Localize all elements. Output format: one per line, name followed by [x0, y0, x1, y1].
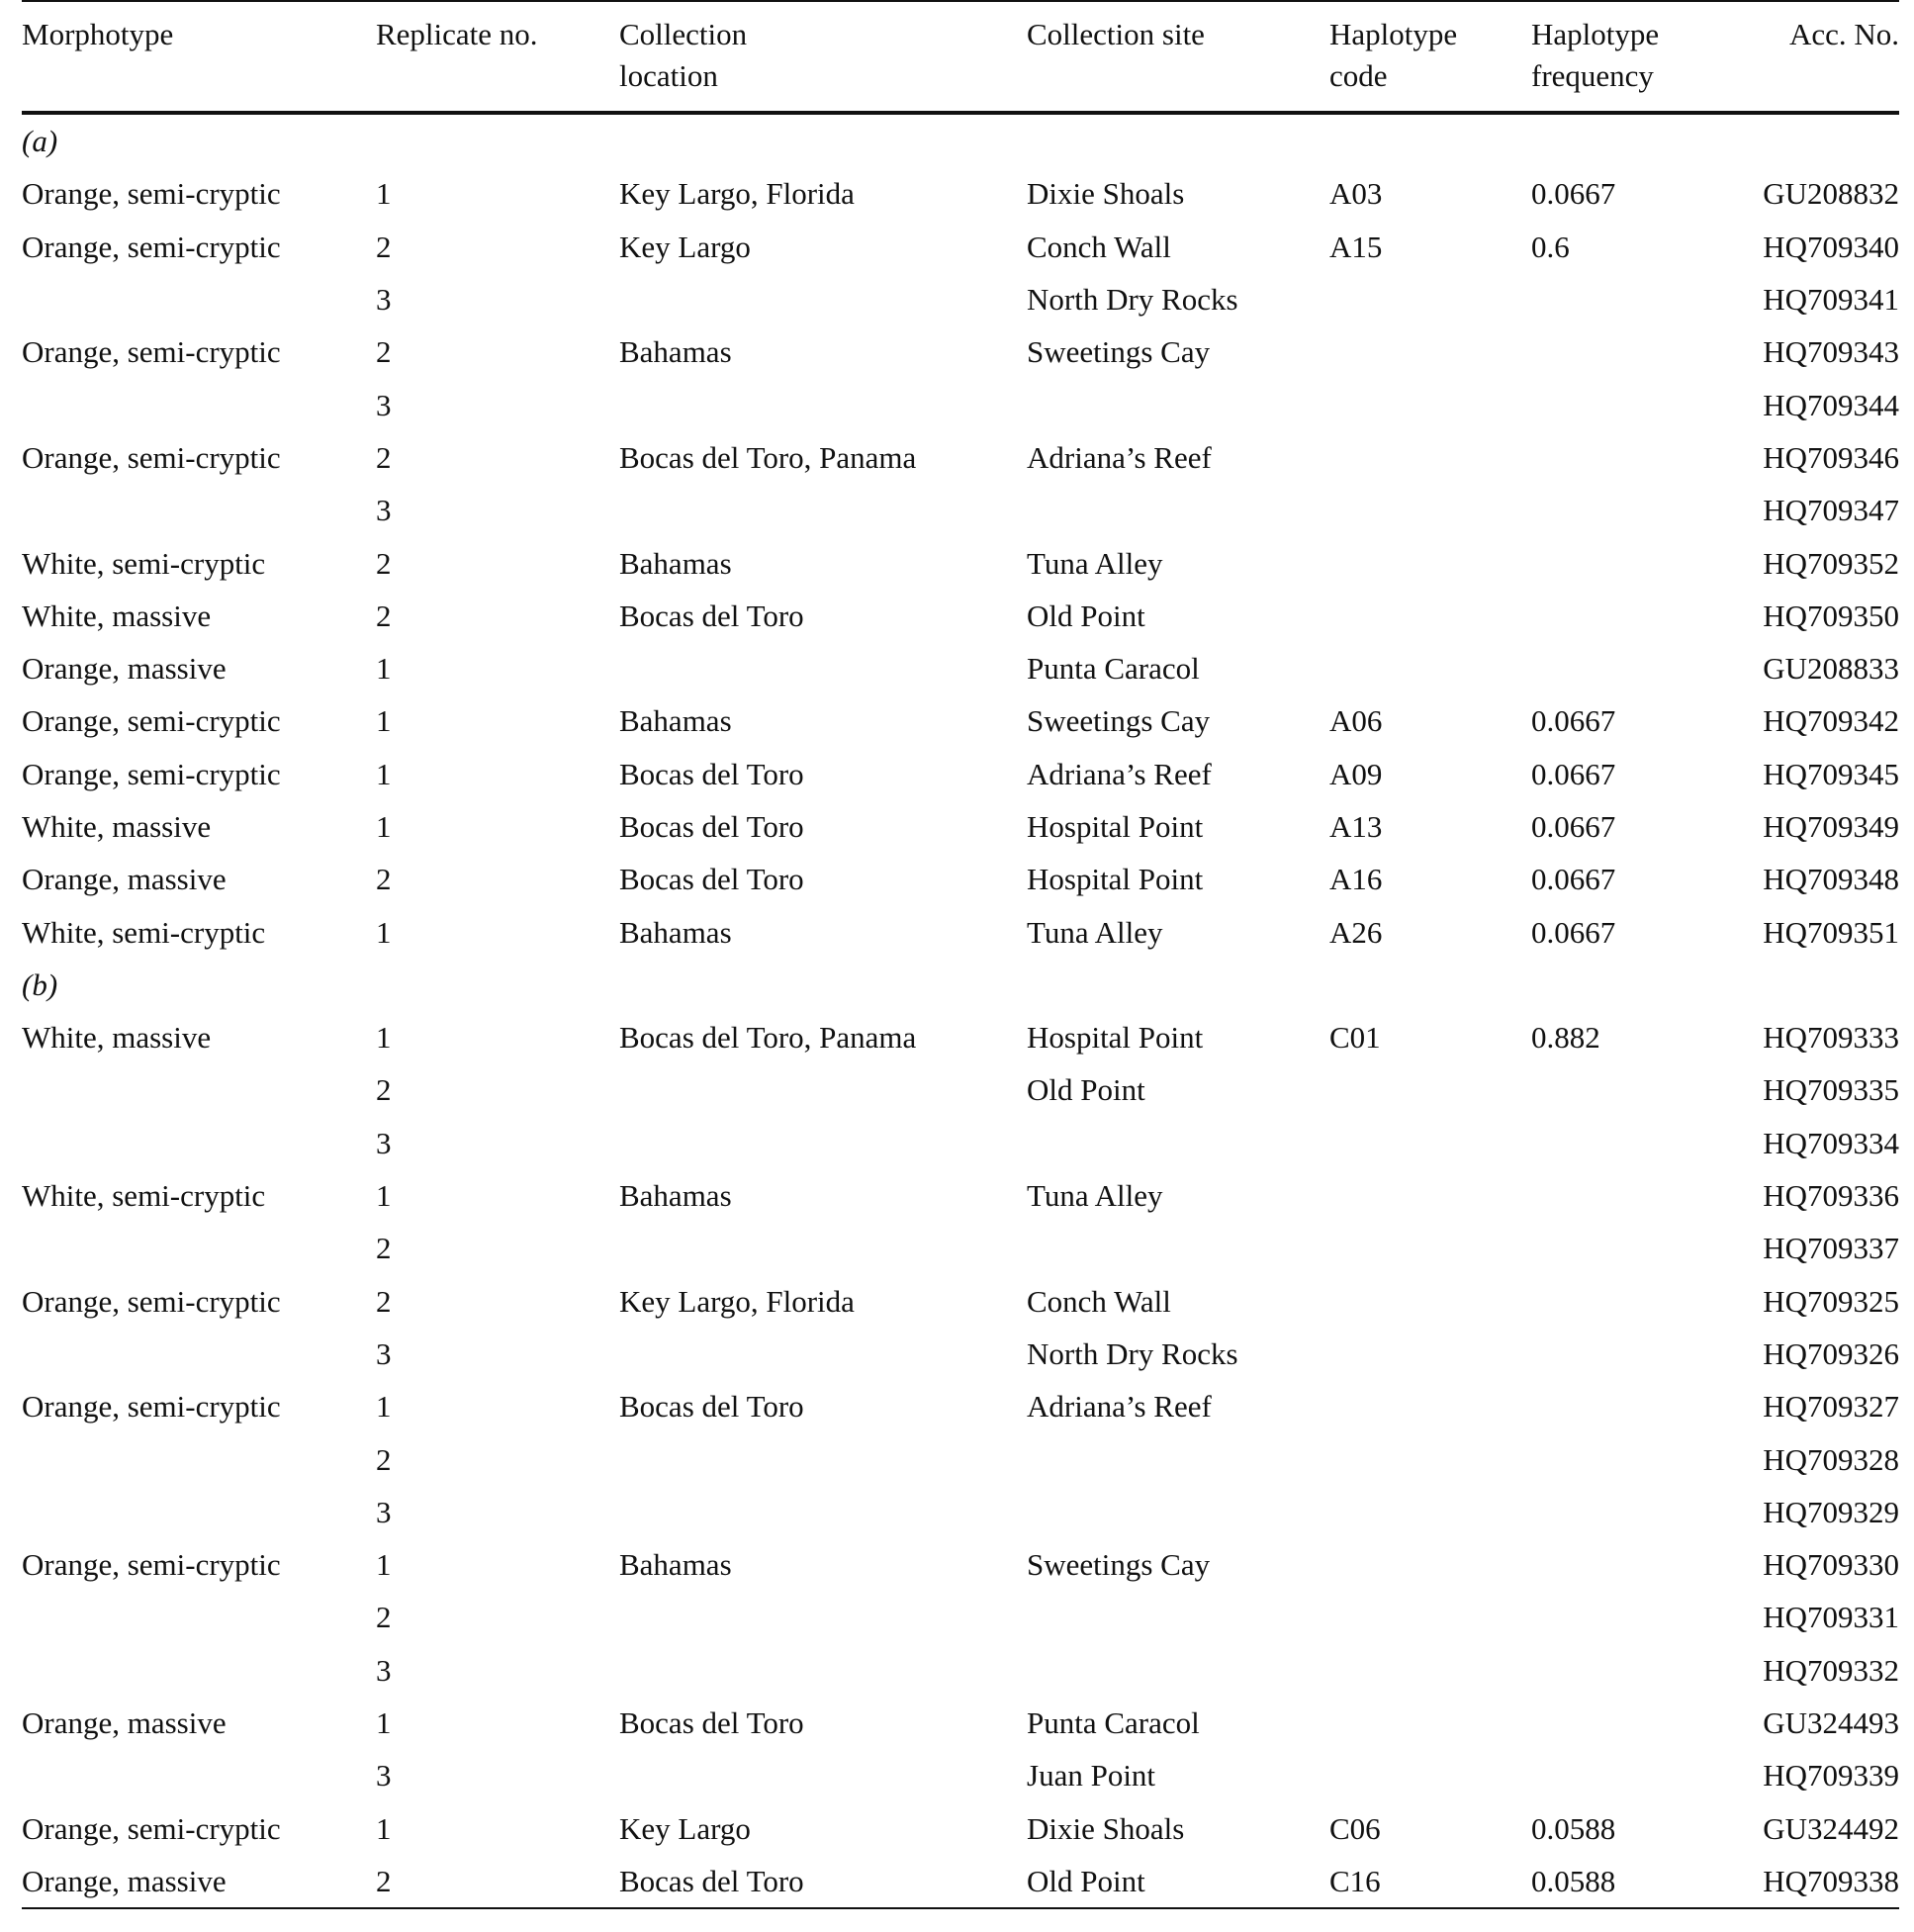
- table-row: [22, 590, 1899, 642]
- cell-haplotype-frequency: [1531, 1275, 1709, 1328]
- table-row: [22, 905, 1899, 958]
- cell-haplotype-frequency: [1531, 590, 1709, 642]
- cell-replicate-no: 2: [376, 598, 392, 633]
- cell-collection-site: Adriana’s Reef: [1027, 1389, 1212, 1425]
- cell-replicate-no: 1: [376, 176, 392, 212]
- cell-morphotype: [22, 1591, 376, 1643]
- cell-collection-location: [619, 1486, 1027, 1538]
- cell-collection-site: North Dry Rocks: [1027, 1335, 1238, 1371]
- header-haplotype-code: Haplotype code: [1329, 1, 1531, 113]
- cell-replicate-no: 3: [376, 1758, 392, 1794]
- cell-collection-location: Bahamas: [619, 1547, 732, 1583]
- header-morphotype: Morphotype: [22, 1, 376, 113]
- cell-acc-no: HQ709346: [1763, 439, 1899, 475]
- cell-haplotype-code: A16: [1329, 862, 1383, 897]
- cell-collection-site: Adriana’s Reef: [1027, 756, 1212, 791]
- cell-collection-location: Bahamas: [619, 334, 732, 370]
- cell-collection-site: Sweetings Cay: [1027, 703, 1211, 739]
- cell-collection-site: Hospital Point: [1027, 862, 1204, 897]
- cell-haplotype-frequency: [1531, 1644, 1709, 1697]
- cell-acc-no: GU324493: [1763, 1705, 1899, 1741]
- cell-acc-no: HQ709329: [1763, 1494, 1899, 1529]
- cell-collection-location: Bahamas: [619, 703, 732, 739]
- cell-haplotype-code: A13: [1329, 809, 1383, 844]
- cell-acc-no: GU208833: [1763, 651, 1899, 687]
- cell-collection-location: [619, 484, 1027, 536]
- data-table-container: [22, 0, 1899, 1909]
- cell-replicate-no: 3: [376, 1335, 392, 1371]
- cell-morphotype: [22, 1749, 376, 1801]
- table-header: [22, 1, 1899, 113]
- cell-replicate-no: 2: [376, 229, 392, 264]
- cell-morphotype: [22, 1486, 376, 1538]
- cell-morphotype: [22, 1644, 376, 1697]
- cell-morphotype: White, massive: [22, 598, 212, 633]
- table-row: [22, 694, 1899, 747]
- cell-morphotype: Orange, massive: [22, 651, 227, 687]
- cell-replicate-no: 3: [376, 1652, 392, 1688]
- cell-replicate-no: 2: [376, 1231, 392, 1266]
- cell-replicate-no: 3: [376, 282, 392, 318]
- cell-acc-no: HQ709340: [1763, 229, 1899, 264]
- cell-haplotype-code: [1329, 590, 1531, 642]
- table-row: [22, 1591, 1899, 1643]
- cell-morphotype: Orange, semi-cryptic: [22, 756, 281, 791]
- cell-haplotype-code: [1329, 642, 1531, 694]
- cell-haplotype-code: [1329, 1591, 1531, 1643]
- cell-collection-site: Old Point: [1027, 1855, 1329, 1908]
- cell-haplotype-frequency: 0.0667: [1531, 809, 1616, 844]
- cell-haplotype-code: [1329, 484, 1531, 536]
- cell-haplotype-code: [1329, 1380, 1531, 1432]
- cell-haplotype-frequency: [1531, 1117, 1709, 1169]
- cell-collection-location: Key Largo: [619, 229, 751, 264]
- cell-morphotype: Orange, semi-cryptic: [22, 229, 281, 264]
- cell-haplotype-code: [1329, 1486, 1531, 1538]
- cell-acc-no: HQ709345: [1763, 756, 1899, 791]
- cell-morphotype: Orange, semi-cryptic: [22, 1810, 281, 1846]
- cell-morphotype: [22, 1063, 376, 1116]
- cell-replicate-no: 3: [376, 493, 392, 528]
- cell-replicate-no: 1: [376, 1178, 392, 1214]
- table-row: [22, 1486, 1899, 1538]
- cell-collection-site: Dixie Shoals: [1027, 176, 1185, 212]
- cell-haplotype-frequency: [1531, 431, 1709, 484]
- cell-acc-no: HQ709338: [1709, 1855, 1899, 1908]
- cell-collection-location: Bocas del Toro: [619, 1389, 804, 1425]
- cell-haplotype-frequency: [1531, 1222, 1709, 1274]
- cell-collection-site: Tuna Alley: [1027, 545, 1163, 581]
- cell-haplotype-frequency: 0.6: [1531, 229, 1570, 264]
- cell-collection-site: Juan Point: [1027, 1758, 1156, 1794]
- cell-replicate-no: 1: [376, 1389, 392, 1425]
- cell-haplotype-frequency: [1531, 1538, 1709, 1591]
- cell-collection-location: Bocas del Toro: [619, 598, 804, 633]
- cell-collection-site: [1027, 1644, 1329, 1697]
- cell-acc-no: HQ709352: [1763, 545, 1899, 581]
- cell-acc-no: HQ709350: [1763, 598, 1899, 633]
- cell-collection-site: Tuna Alley: [1027, 914, 1163, 950]
- cell-haplotype-frequency: [1531, 1591, 1709, 1643]
- cell-acc-no: HQ709331: [1763, 1600, 1899, 1635]
- cell-replicate-no: 1: [376, 1547, 392, 1583]
- cell-acc-no: HQ709337: [1763, 1231, 1899, 1266]
- cell-replicate-no: 1: [376, 756, 392, 791]
- table-body: [22, 113, 1899, 1908]
- cell-collection-site: [1027, 378, 1329, 430]
- cell-haplotype-code: A06: [1329, 703, 1383, 739]
- table-row: [22, 1749, 1899, 1801]
- cell-replicate-no: 2: [376, 1072, 392, 1108]
- cell-morphotype: White, semi-cryptic: [22, 545, 266, 581]
- cell-haplotype-code: A09: [1329, 756, 1383, 791]
- cell-morphotype: [22, 1328, 376, 1380]
- cell-haplotype-frequency: 0.0667: [1531, 176, 1616, 212]
- cell-haplotype-code: [1329, 1169, 1531, 1222]
- cell-acc-no: HQ709347: [1763, 493, 1899, 528]
- cell-haplotype-code: [1329, 1432, 1531, 1485]
- cell-replicate-no: 3: [376, 387, 392, 422]
- cell-acc-no: HQ709330: [1763, 1547, 1899, 1583]
- cell-replicate-no: 3: [376, 1494, 392, 1529]
- cell-haplotype-frequency: 0.882: [1531, 1020, 1600, 1056]
- table-row: [22, 1802, 1899, 1855]
- cell-collection-location: [619, 1591, 1027, 1643]
- cell-haplotype-frequency: [1531, 484, 1709, 536]
- cell-collection-location: Key Largo, Florida: [619, 1283, 855, 1319]
- cell-morphotype: White, semi-cryptic: [22, 914, 266, 950]
- cell-morphotype: Orange, massive: [22, 1855, 376, 1908]
- cell-haplotype-code: [1329, 1117, 1531, 1169]
- cell-morphotype: [22, 1222, 376, 1274]
- cell-haplotype-frequency: [1531, 536, 1709, 589]
- table-row: [22, 273, 1899, 325]
- cell-replicate-no: 3: [376, 1125, 392, 1160]
- cell-morphotype: [22, 1117, 376, 1169]
- table-row: [22, 536, 1899, 589]
- cell-collection-location: Bocas del Toro: [619, 1705, 804, 1741]
- table-row: [22, 431, 1899, 484]
- cell-morphotype: Orange, semi-cryptic: [22, 703, 281, 739]
- cell-acc-no: HQ709325: [1763, 1283, 1899, 1319]
- cell-haplotype-code: C01: [1329, 1020, 1381, 1056]
- cell-morphotype: Orange, semi-cryptic: [22, 334, 281, 370]
- cell-acc-no: HQ709328: [1763, 1441, 1899, 1477]
- cell-acc-no: HQ709348: [1763, 862, 1899, 897]
- cell-replicate-no: 1: [376, 1810, 392, 1846]
- cell-collection-location: Key Largo, Florida: [619, 176, 855, 212]
- cell-collection-location: [619, 1117, 1027, 1169]
- cell-replicate-no: 1: [376, 914, 392, 950]
- cell-haplotype-frequency: [1531, 273, 1709, 325]
- table-row: [22, 325, 1899, 378]
- cell-haplotype-code: [1329, 1275, 1531, 1328]
- cell-collection-site: [1027, 1222, 1329, 1274]
- cell-collection-location: Bocas del Toro, Panama: [619, 439, 917, 475]
- table-row: [22, 1380, 1899, 1432]
- cell-collection-site: Dixie Shoals: [1027, 1810, 1185, 1846]
- cell-replicate-no: 1: [376, 1020, 392, 1056]
- cell-haplotype-code: [1329, 1697, 1531, 1749]
- cell-morphotype: Orange, massive: [22, 1705, 227, 1741]
- cell-collection-site: Conch Wall: [1027, 229, 1171, 264]
- table-row: [22, 1063, 1899, 1116]
- table-row: [22, 642, 1899, 694]
- cell-haplotype-frequency: 0.0667: [1531, 756, 1616, 791]
- table-row: [22, 167, 1899, 220]
- cell-collection-location: Bocas del Toro: [619, 1855, 1027, 1908]
- cell-acc-no: HQ709342: [1763, 703, 1899, 739]
- cell-morphotype: [22, 1432, 376, 1485]
- cell-morphotype: [22, 273, 376, 325]
- cell-collection-location: [619, 1222, 1027, 1274]
- cell-acc-no: GU324492: [1763, 1810, 1899, 1846]
- cell-collection-location: [619, 1432, 1027, 1485]
- cell-haplotype-code: [1329, 1222, 1531, 1274]
- header-collection-site: Collection site: [1027, 1, 1329, 113]
- header-replicate-no: Replicate no.: [376, 1, 619, 113]
- cell-acc-no: HQ709339: [1763, 1758, 1899, 1794]
- table-row: [22, 1222, 1899, 1274]
- cell-collection-site: [1027, 1117, 1329, 1169]
- haplotype-table: [22, 0, 1899, 1909]
- cell-morphotype: [22, 378, 376, 430]
- cell-haplotype-code: A26: [1329, 914, 1383, 950]
- cell-replicate-no: 2: [376, 439, 392, 475]
- cell-acc-no: HQ709349: [1763, 809, 1899, 844]
- table-row: [22, 1328, 1899, 1380]
- cell-acc-no: HQ709341: [1763, 282, 1899, 318]
- section-label: (a): [22, 124, 58, 159]
- cell-haplotype-code: [1329, 325, 1531, 378]
- cell-haplotype-frequency: [1531, 1169, 1709, 1222]
- header-collection-location: Collection location: [619, 1, 1027, 113]
- cell-haplotype-frequency: 0.0667: [1531, 862, 1616, 897]
- cell-replicate-no: 2: [376, 1441, 392, 1477]
- cell-morphotype: Orange, semi-cryptic: [22, 439, 281, 475]
- cell-collection-location: Bocas del Toro: [619, 862, 804, 897]
- cell-acc-no: HQ709343: [1763, 334, 1899, 370]
- table-row: [22, 1117, 1899, 1169]
- table-row: [22, 1432, 1899, 1485]
- cell-acc-no: HQ709332: [1763, 1652, 1899, 1688]
- cell-haplotype-code: A15: [1329, 229, 1383, 264]
- cell-collection-location: [619, 1063, 1027, 1116]
- cell-collection-site: Hospital Point: [1027, 1020, 1204, 1056]
- cell-haplotype-code: [1329, 536, 1531, 589]
- cell-morphotype: White, semi-cryptic: [22, 1178, 266, 1214]
- cell-haplotype-frequency: 0.0588: [1531, 1810, 1616, 1846]
- cell-collection-site: Adriana’s Reef: [1027, 439, 1212, 475]
- cell-haplotype-code: C16: [1329, 1855, 1531, 1908]
- cell-collection-site: Conch Wall: [1027, 1283, 1171, 1319]
- header-row: [22, 1, 1899, 113]
- cell-collection-location: [619, 378, 1027, 430]
- cell-haplotype-frequency: [1531, 1063, 1709, 1116]
- cell-collection-site: [1027, 1432, 1329, 1485]
- cell-replicate-no: 1: [376, 651, 392, 687]
- cell-haplotype-code: [1329, 1328, 1531, 1380]
- cell-morphotype: Orange, semi-cryptic: [22, 1547, 281, 1583]
- cell-morphotype: Orange, massive: [22, 862, 227, 897]
- header-acc-no: Acc. No.: [1709, 1, 1899, 113]
- table-row: [22, 484, 1899, 536]
- cell-collection-location: [619, 1749, 1027, 1801]
- cell-collection-location: [619, 642, 1027, 694]
- cell-haplotype-frequency: [1531, 1749, 1709, 1801]
- cell-collection-site: Tuna Alley: [1027, 1178, 1163, 1214]
- cell-collection-location: [619, 1644, 1027, 1697]
- cell-replicate-no: 2: [376, 1283, 392, 1319]
- cell-collection-location: Bocas del Toro: [619, 809, 804, 844]
- cell-collection-site: [1027, 484, 1329, 536]
- cell-acc-no: HQ709326: [1763, 1335, 1899, 1371]
- cell-collection-location: Bahamas: [619, 1178, 732, 1214]
- table-row: [22, 1275, 1899, 1328]
- cell-morphotype: Orange, semi-cryptic: [22, 1389, 281, 1425]
- table-row: [22, 221, 1899, 273]
- cell-acc-no: GU208832: [1763, 176, 1899, 212]
- cell-collection-location: Bocas del Toro, Panama: [619, 1020, 917, 1056]
- cell-haplotype-code: [1329, 1644, 1531, 1697]
- cell-haplotype-frequency: [1531, 1380, 1709, 1432]
- cell-morphotype: White, massive: [22, 1020, 212, 1056]
- cell-collection-site: Hospital Point: [1027, 809, 1204, 844]
- cell-haplotype-code: [1329, 431, 1531, 484]
- section-row: [22, 959, 1899, 1011]
- section-label: (b): [22, 966, 58, 1002]
- cell-haplotype-frequency: [1531, 1486, 1709, 1538]
- cell-morphotype: [22, 484, 376, 536]
- cell-acc-no: HQ709327: [1763, 1389, 1899, 1425]
- cell-collection-site: Old Point: [1027, 598, 1145, 633]
- cell-haplotype-frequency: 0.0588: [1531, 1855, 1709, 1908]
- cell-replicate-no: 2: [376, 1600, 392, 1635]
- table-row: [22, 378, 1899, 430]
- cell-collection-site: North Dry Rocks: [1027, 282, 1238, 318]
- cell-collection-site: Punta Caracol: [1027, 1705, 1200, 1741]
- cell-morphotype: White, massive: [22, 809, 212, 844]
- table-row: [22, 853, 1899, 905]
- table-row: [22, 1644, 1899, 1697]
- cell-replicate-no: 2: [376, 545, 392, 581]
- cell-collection-location: [619, 273, 1027, 325]
- cell-haplotype-frequency: [1531, 325, 1709, 378]
- cell-haplotype-code: [1329, 1749, 1531, 1801]
- cell-acc-no: HQ709336: [1763, 1178, 1899, 1214]
- cell-replicate-no: 1: [376, 703, 392, 739]
- header-haplotype-frequency: Haplotype frequency: [1531, 1, 1709, 113]
- table-row: [22, 1011, 1899, 1063]
- cell-acc-no: HQ709335: [1763, 1072, 1899, 1108]
- table-row: [22, 1855, 1899, 1908]
- cell-collection-site: [1027, 1486, 1329, 1538]
- cell-replicate-no: 2: [376, 1855, 619, 1908]
- cell-replicate-no: 1: [376, 1705, 392, 1741]
- cell-replicate-no: 2: [376, 334, 392, 370]
- cell-haplotype-code: [1329, 1063, 1531, 1116]
- cell-collection-site: Sweetings Cay: [1027, 334, 1211, 370]
- cell-morphotype: Orange, semi-cryptic: [22, 1283, 281, 1319]
- cell-haplotype-frequency: 0.0667: [1531, 914, 1616, 950]
- cell-haplotype-code: [1329, 1538, 1531, 1591]
- table-row: [22, 800, 1899, 853]
- cell-collection-location: Bocas del Toro: [619, 756, 804, 791]
- cell-replicate-no: 2: [376, 862, 392, 897]
- cell-haplotype-frequency: [1531, 1697, 1709, 1749]
- table-row: [22, 1169, 1899, 1222]
- cell-replicate-no: 1: [376, 809, 392, 844]
- cell-haplotype-code: [1329, 273, 1531, 325]
- cell-haplotype-frequency: [1531, 1432, 1709, 1485]
- cell-haplotype-code: C06: [1329, 1810, 1381, 1846]
- cell-haplotype-frequency: [1531, 1328, 1709, 1380]
- cell-collection-location: Bahamas: [619, 914, 732, 950]
- section-row: [22, 113, 1899, 167]
- cell-collection-location: Key Largo: [619, 1810, 751, 1846]
- cell-collection-site: [1027, 1591, 1329, 1643]
- table-row: [22, 748, 1899, 800]
- cell-collection-site: Punta Caracol: [1027, 651, 1200, 687]
- cell-acc-no: HQ709351: [1763, 914, 1899, 950]
- table-row: [22, 1538, 1899, 1591]
- cell-acc-no: HQ709334: [1763, 1125, 1899, 1160]
- table-row: [22, 1697, 1899, 1749]
- cell-haplotype-code: A03: [1329, 176, 1383, 212]
- cell-acc-no: HQ709333: [1763, 1020, 1899, 1056]
- cell-haplotype-frequency: 0.0667: [1531, 703, 1616, 739]
- cell-collection-location: [619, 1328, 1027, 1380]
- cell-collection-location: Bahamas: [619, 545, 732, 581]
- cell-haplotype-frequency: [1531, 642, 1709, 694]
- cell-collection-site: Old Point: [1027, 1072, 1145, 1108]
- cell-morphotype: Orange, semi-cryptic: [22, 176, 281, 212]
- cell-haplotype-code: [1329, 378, 1531, 430]
- cell-haplotype-frequency: [1531, 378, 1709, 430]
- cell-collection-site: Sweetings Cay: [1027, 1547, 1211, 1583]
- cell-acc-no: HQ709344: [1763, 387, 1899, 422]
